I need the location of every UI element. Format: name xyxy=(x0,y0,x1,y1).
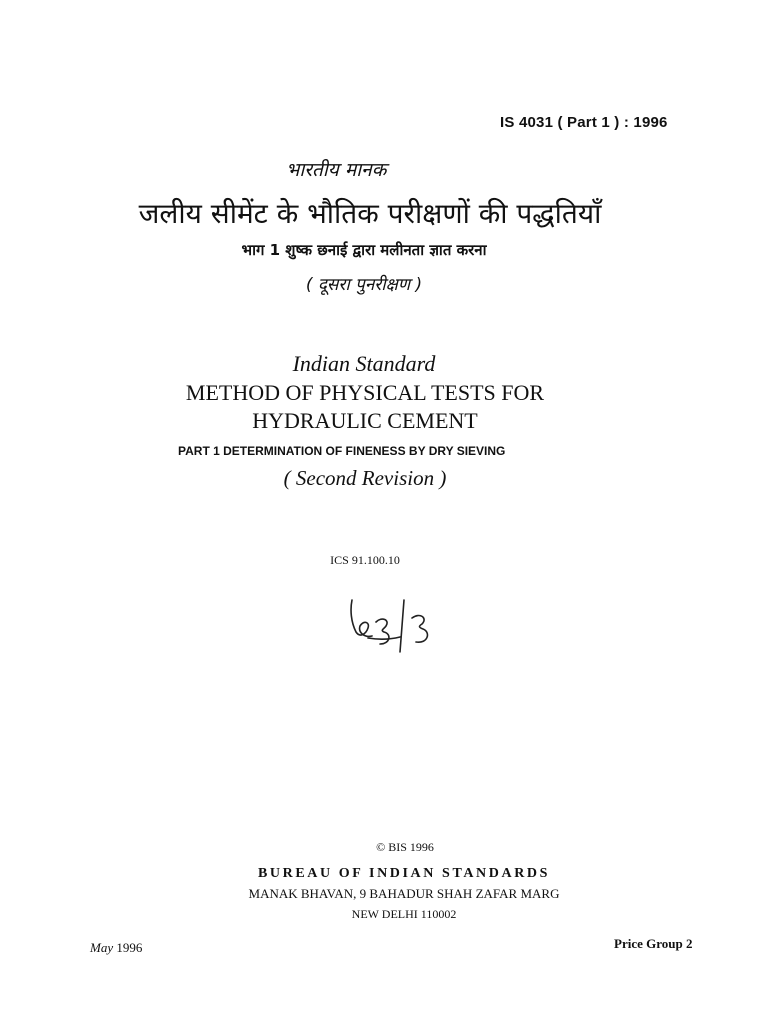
signature-icon xyxy=(330,592,470,662)
part-title: PART 1 DETERMINATION OF FINENESS BY DRY SIEVING xyxy=(178,444,506,458)
handwritten-signature xyxy=(330,592,470,662)
title-line-2: HYDRAULIC CEMENT xyxy=(252,408,478,433)
hindi-part-title: भाग 1 शुष्क छनाई द्वारा मलीनता ज्ञात करना xyxy=(241,241,487,259)
publication-month: May xyxy=(90,940,114,955)
standard-label: Indian Standard xyxy=(292,351,436,376)
hindi-title: जलीय सीमेंट के भौतिक परीक्षणों की पद्धतियाँ xyxy=(138,197,602,230)
price-group: Price Group 2 xyxy=(614,936,693,951)
copyright-notice: © BIS 1996 xyxy=(376,840,434,854)
hindi-revision: ( दूसरा पुनरीक्षण ) xyxy=(305,275,423,295)
ics-code: ICS 91.100.10 xyxy=(330,553,400,567)
address-line-2: NEW DELHI 110002 xyxy=(351,907,457,921)
publisher-name: BUREAU OF INDIAN STANDARDS xyxy=(257,866,550,881)
revision-label: ( Second Revision ) xyxy=(283,466,447,490)
title-line-1: METHOD OF PHYSICAL TESTS FOR xyxy=(185,380,545,405)
publication-year: 1996 xyxy=(116,940,143,955)
hindi-standard-label: भारतीय मानक xyxy=(286,159,387,181)
standard-number: IS 4031 ( Part 1 ) : 1996 xyxy=(500,114,668,131)
address-line-1: MANAK BHAVAN, 9 BAHADUR SHAH ZAFAR MARG xyxy=(248,886,560,901)
publication-date xyxy=(90,940,142,956)
